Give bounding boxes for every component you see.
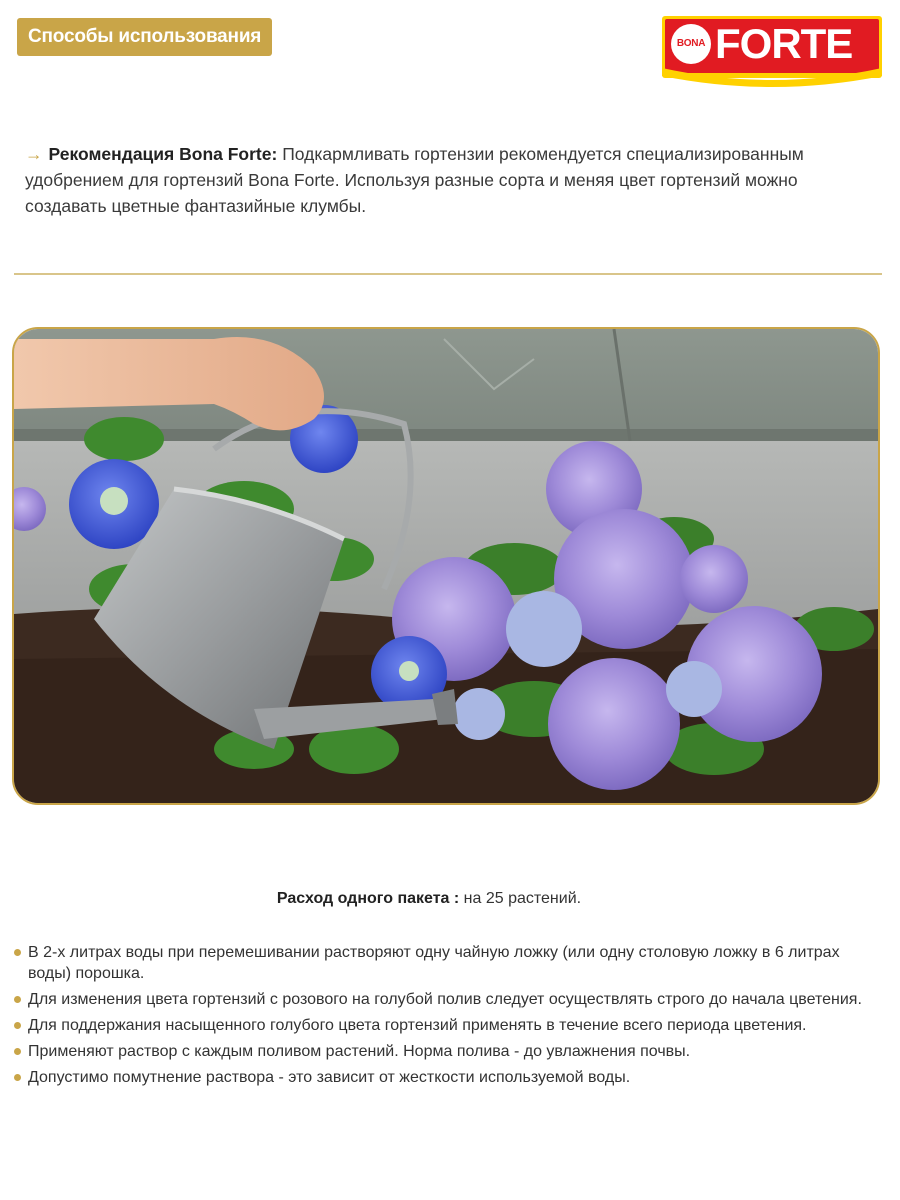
instruction-text: В 2-х литрах воды при перемешивании растворяют одну чайную ложку (или одну столовую ложку в 6 литрах воды) порошка. [28,944,840,982]
logo-swoosh [662,68,882,88]
instruction-text: Допустимо помутнение раствора - это зависит от жесткости используемой воды. [28,1069,631,1086]
list-item [14,942,874,984]
consumption-value: на 25 растений. [459,890,582,907]
bullet-dot-icon [14,949,21,956]
consumption-label: Расход одного пакета : [276,890,460,907]
instructions-list [14,942,874,1093]
list-item [14,1041,874,1062]
logo-wordmark: FORTE [715,20,853,67]
section-divider [14,273,882,275]
list-item [14,989,874,1010]
instruction-text: Для поддержания насыщенного голубого цвета гортензий применять в течение всего периода цветения. [28,1017,807,1034]
bullet-dot-icon [14,1048,21,1055]
hydrangea-photo [12,327,880,805]
section-badge: Способы использования [17,18,272,56]
hydrangea-watering-can-photo [14,329,878,803]
recommendation-lead: Рекомендация Bona Forte: [48,144,278,164]
recommendation-text: Подкармливать гортензии рекомендуется специализированным удобрением для гортензий Bona Forte. Используя разные сорта и меняя цвет гортензий можно создавать цветные фантазийные клумбы. [25,144,804,216]
arrow-right-icon: → [25,144,43,164]
bullet-dot-icon [14,996,21,1003]
consumption-line [0,887,858,911]
logo-circle: BONA [671,24,711,64]
bullet-dot-icon [14,1074,21,1081]
bullet-dot-icon [14,1022,21,1029]
recommendation-paragraph [25,141,855,219]
bona-forte-logo [662,16,882,88]
list-item [14,1015,874,1036]
instruction-text: Для изменения цвета гортензий с розового на голубой полив следует осуществлять строго до начала цветения. [28,991,862,1008]
list-item [14,1067,874,1088]
instruction-text: Применяют раствор с каждым поливом растений. Норма полива - до увлажнения почвы. [28,1043,691,1060]
